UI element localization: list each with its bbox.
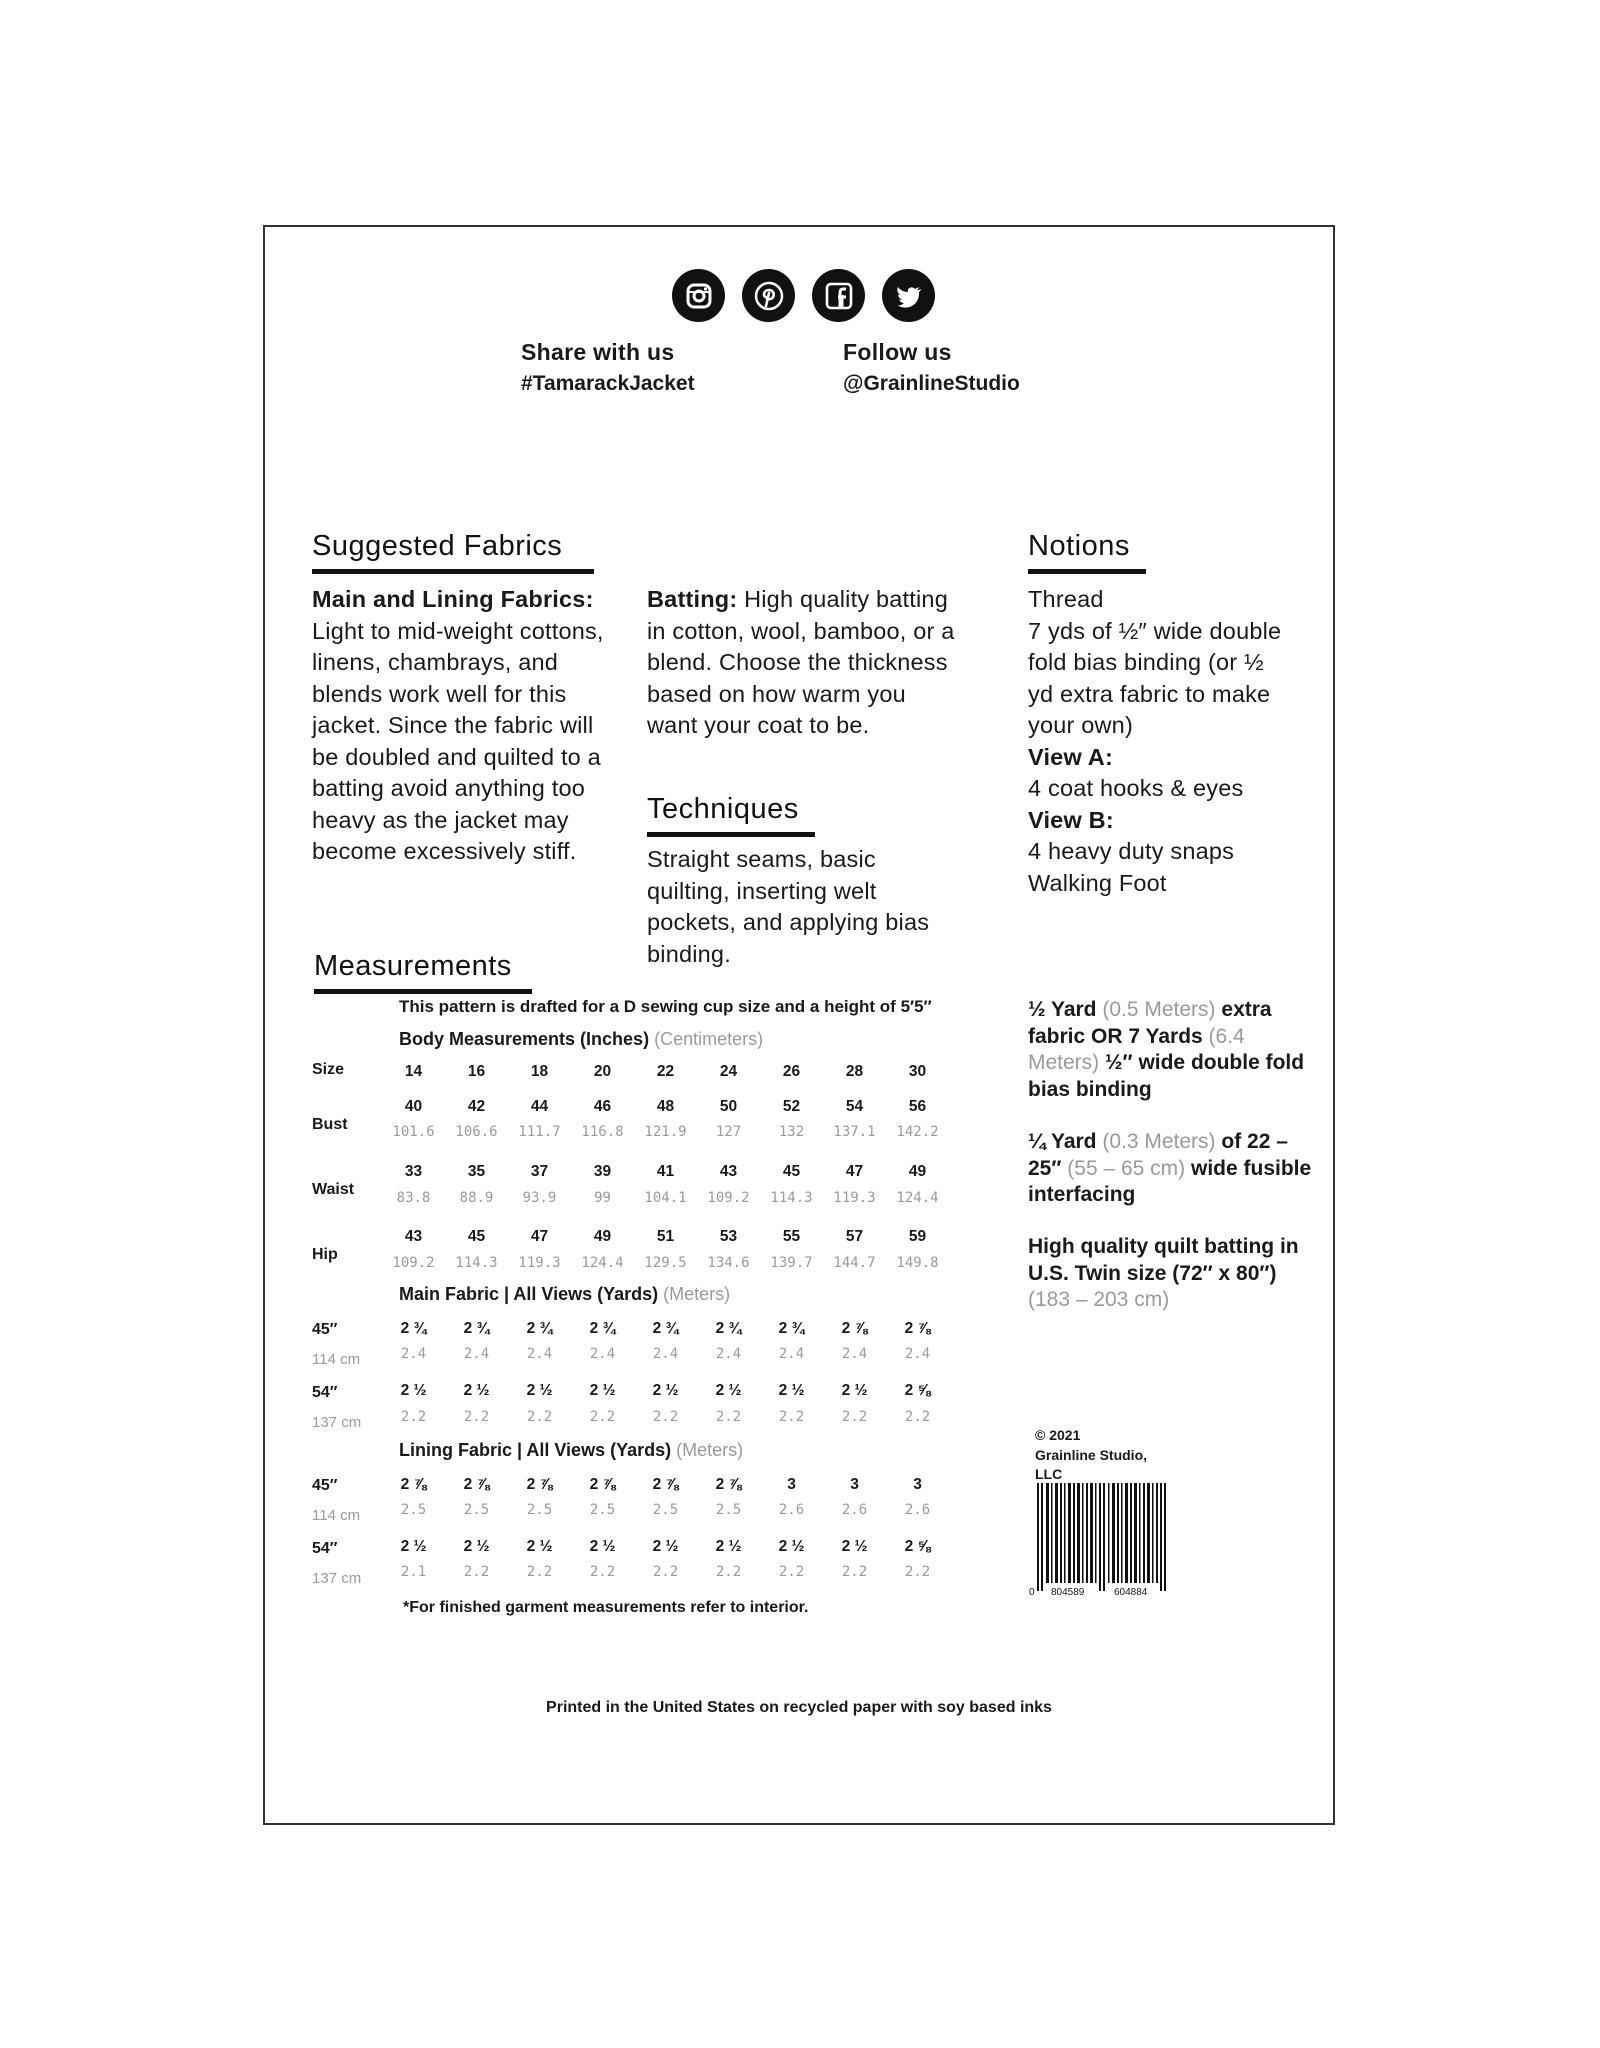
bust-label: Bust bbox=[312, 1116, 348, 1133]
barcode-bars bbox=[1029, 1483, 1179, 1601]
batting-size-cm: (183 – 203 cm) bbox=[1028, 1288, 1170, 1311]
heading-underline bbox=[312, 569, 594, 574]
notion-view-a-label: View A: bbox=[1028, 743, 1113, 770]
table-cell: 46 bbox=[593, 1098, 612, 1115]
binding-yard: ½ Yard bbox=[1028, 998, 1097, 1021]
table-cell: 52 bbox=[782, 1098, 801, 1115]
interfacing-width: of 22 – 25″ bbox=[1028, 1130, 1288, 1180]
table-cell: 2 ½ bbox=[463, 1382, 490, 1399]
table-cell: 2.2 bbox=[589, 1564, 616, 1580]
table-cell: 26 bbox=[782, 1063, 801, 1080]
table-cell: 24 bbox=[719, 1063, 738, 1080]
table-cell: 2 ⅝ bbox=[904, 1538, 931, 1555]
table-cell: 111.7 bbox=[518, 1124, 561, 1140]
table-cell: 2 ⅞ bbox=[589, 1476, 616, 1493]
table-cell: 51 bbox=[656, 1228, 675, 1245]
share-hashtag: #TamarackJacket bbox=[521, 372, 695, 395]
table-cell: 20 bbox=[593, 1063, 612, 1080]
table-cell: 49 bbox=[908, 1163, 927, 1180]
main-fabric-title bbox=[399, 1284, 730, 1305]
table-cell: 2 ½ bbox=[715, 1538, 742, 1555]
table-cell: 2.2 bbox=[589, 1409, 616, 1425]
interfacing-width-cm: (55 – 65 cm) bbox=[1067, 1156, 1186, 1180]
lining-45-yards-row bbox=[382, 1476, 949, 1494]
techniques-heading: Techniques bbox=[647, 793, 799, 825]
main-lining-fabrics bbox=[312, 584, 622, 868]
table-cell: 2.5 bbox=[526, 1502, 553, 1518]
table-cell: 3 bbox=[850, 1476, 859, 1493]
barcode-mid-digits: 804589 bbox=[1051, 1587, 1085, 1598]
table-cell: 22 bbox=[656, 1063, 675, 1080]
table-cell: 2.4 bbox=[841, 1346, 868, 1362]
table-cell: 47 bbox=[845, 1163, 864, 1180]
main-lining-label: Main and Lining Fabrics: bbox=[312, 586, 594, 612]
table-cell: 119.3 bbox=[833, 1190, 876, 1206]
table-cell: 50 bbox=[719, 1098, 738, 1115]
table-cell: 45 bbox=[782, 1163, 801, 1180]
table-cell: 33 bbox=[404, 1163, 423, 1180]
width-54-in: 54″ bbox=[312, 1540, 338, 1557]
table-cell: 104.1 bbox=[644, 1190, 687, 1206]
table-cell: 137.1 bbox=[833, 1124, 876, 1140]
table-cell: 109.2 bbox=[707, 1190, 750, 1206]
body-title-text: Body Measurements (Inches) bbox=[399, 1029, 650, 1049]
table-cell: 88.9 bbox=[459, 1190, 494, 1206]
copyright-block bbox=[1035, 1426, 1165, 1485]
lining-54-yards-row bbox=[382, 1538, 949, 1556]
width-45-cm: 114 cm bbox=[312, 1351, 361, 1368]
main-45-label bbox=[312, 1321, 360, 1368]
table-cell: 2.6 bbox=[904, 1502, 931, 1518]
heading-underline bbox=[314, 989, 532, 994]
hip-cm-row bbox=[382, 1255, 949, 1271]
table-cell: 2.6 bbox=[841, 1502, 868, 1518]
notions-heading: Notions bbox=[1028, 530, 1130, 562]
table-cell: 2.2 bbox=[715, 1409, 742, 1425]
main-54-label bbox=[312, 1384, 361, 1431]
table-cell: 116.8 bbox=[581, 1124, 624, 1140]
table-cell: 40 bbox=[404, 1098, 423, 1115]
table-cell: 2 ½ bbox=[778, 1382, 805, 1399]
table-cell: 3 bbox=[913, 1476, 922, 1493]
table-cell: 43 bbox=[719, 1163, 738, 1180]
body-measurements-title bbox=[399, 1029, 763, 1050]
notion-view-b-label: View B: bbox=[1028, 806, 1114, 833]
table-cell: 48 bbox=[656, 1098, 675, 1115]
measurements-heading: Measurements bbox=[314, 950, 512, 982]
table-cell: 2 ⅞ bbox=[400, 1476, 427, 1493]
table-cell: 2 ½ bbox=[652, 1382, 679, 1399]
table-cell: 55 bbox=[782, 1228, 801, 1245]
hip-label: Hip bbox=[312, 1246, 338, 1263]
table-cell: 2 ¾ bbox=[526, 1320, 553, 1337]
batting-text: High quality batting in cotton, wool, bamboo, or a blend. Choose the thickness based on how warm you want your coat to be. bbox=[647, 586, 955, 738]
table-cell: 39 bbox=[593, 1163, 612, 1180]
main-45-yards-row bbox=[382, 1320, 949, 1338]
table-cell: 2.4 bbox=[904, 1346, 931, 1362]
table-cell: 45 bbox=[467, 1228, 486, 1245]
table-cell: 2.5 bbox=[652, 1502, 679, 1518]
table-cell: 101.6 bbox=[392, 1124, 435, 1140]
notion-walking-foot: Walking Foot bbox=[1028, 869, 1167, 896]
lining-45-label bbox=[312, 1477, 360, 1524]
table-cell: 2 ¾ bbox=[463, 1320, 490, 1337]
follow-handle: @GrainlineStudio bbox=[843, 372, 1020, 395]
size-label: Size bbox=[312, 1061, 345, 1078]
table-cell: 2 ¾ bbox=[778, 1320, 805, 1337]
notion-view-b: 4 heavy duty snaps bbox=[1028, 838, 1235, 864]
drafted-note: This pattern is drafted for a D sewing cup size and a height of 5′5″ bbox=[399, 997, 932, 1016]
table-cell: 2 ⅝ bbox=[904, 1382, 931, 1399]
size-row bbox=[382, 1063, 949, 1081]
table-cell: 2 ½ bbox=[778, 1538, 805, 1555]
table-cell: 56 bbox=[908, 1098, 927, 1115]
follow-title: Follow us bbox=[843, 339, 952, 365]
table-cell: 114.3 bbox=[770, 1190, 813, 1206]
table-cell: 2 ½ bbox=[526, 1382, 553, 1399]
table-cell: 54 bbox=[845, 1098, 864, 1115]
main-45-meters-row bbox=[382, 1346, 949, 1362]
lining-title-text: Lining Fabric | All Views (Yards) bbox=[399, 1440, 672, 1460]
width-45-cm: 114 cm bbox=[312, 1507, 361, 1524]
table-cell: 28 bbox=[845, 1063, 864, 1080]
binding-alt-meters: (6.4 Meters) bbox=[1028, 1024, 1245, 1074]
follow-block bbox=[843, 339, 1020, 396]
batting-size-text: High quality quilt batting in U.S. Twin size (72″ x 80″) bbox=[1028, 1235, 1299, 1285]
table-cell: 2 ¾ bbox=[715, 1320, 742, 1337]
table-cell: 2 ½ bbox=[652, 1538, 679, 1555]
table-cell: 2.2 bbox=[652, 1564, 679, 1580]
table-cell: 144.7 bbox=[833, 1255, 876, 1271]
table-cell: 2 ½ bbox=[589, 1382, 616, 1399]
table-cell: 2.2 bbox=[904, 1409, 931, 1425]
table-cell: 149.8 bbox=[896, 1255, 939, 1271]
table-cell: 57 bbox=[845, 1228, 864, 1245]
instagram-icon[interactable] bbox=[672, 269, 725, 322]
waist-cm-row bbox=[382, 1190, 949, 1206]
table-cell: 42 bbox=[467, 1098, 486, 1115]
batting-block bbox=[647, 584, 957, 742]
table-cell: 2.2 bbox=[841, 1409, 868, 1425]
table-cell: 114.3 bbox=[455, 1255, 498, 1271]
interfacing-meters: (0.3 Meters) bbox=[1102, 1130, 1216, 1153]
table-cell: 14 bbox=[404, 1063, 423, 1080]
main-lining-text: Light to mid-weight cottons, linens, chambrays, and blends work well for this jacket. Since the fabric will be doubled and quilted to a batting avoid anything too heavy as the jacket may become excessively stiff. bbox=[312, 617, 604, 864]
notion-view-a: 4 coat hooks & eyes bbox=[1028, 775, 1244, 801]
table-cell: 2.5 bbox=[715, 1502, 742, 1518]
table-cell: 47 bbox=[530, 1228, 549, 1245]
table-cell: 109.2 bbox=[392, 1255, 435, 1271]
table-cell: 2.4 bbox=[526, 1346, 553, 1362]
table-cell: 2.2 bbox=[778, 1409, 805, 1425]
table-cell: 2.5 bbox=[589, 1502, 616, 1518]
table-cell: 2.4 bbox=[778, 1346, 805, 1362]
main-54-yards-row bbox=[382, 1382, 949, 1400]
table-cell: 124.4 bbox=[896, 1190, 939, 1206]
interfacing-desc: wide fusible interfacing bbox=[1028, 1156, 1312, 1206]
table-cell: 44 bbox=[530, 1098, 549, 1115]
width-45-in: 45″ bbox=[312, 1321, 338, 1338]
table-cell: 2 ½ bbox=[400, 1382, 427, 1399]
barcode bbox=[1029, 1483, 1179, 1606]
table-cell: 2.2 bbox=[526, 1409, 553, 1425]
table-cell: 2 ½ bbox=[589, 1538, 616, 1555]
table-cell: 37 bbox=[530, 1163, 549, 1180]
table-cell: 2.4 bbox=[715, 1346, 742, 1362]
table-cell: 2.2 bbox=[526, 1564, 553, 1580]
table-cell: 121.9 bbox=[644, 1124, 687, 1140]
table-cell: 2.2 bbox=[904, 1564, 931, 1580]
pattern-back-cover bbox=[263, 225, 1335, 1825]
table-cell: 59 bbox=[908, 1228, 927, 1245]
table-cell: 2 ⅞ bbox=[904, 1320, 931, 1337]
main-54-meters-row bbox=[382, 1409, 949, 1425]
table-cell: 2.4 bbox=[589, 1346, 616, 1362]
bust-cm-row bbox=[382, 1124, 949, 1140]
table-cell: 41 bbox=[656, 1163, 675, 1180]
table-cell: 18 bbox=[530, 1063, 549, 1080]
table-cell: 132 bbox=[778, 1124, 805, 1140]
lining-54-label bbox=[312, 1540, 361, 1587]
table-cell: 2 ¾ bbox=[652, 1320, 679, 1337]
share-block bbox=[521, 339, 695, 396]
table-cell: 3 bbox=[787, 1476, 796, 1493]
table-cell: 2 ⅞ bbox=[463, 1476, 490, 1493]
notions-section bbox=[1028, 530, 1146, 574]
binding-yardage-note bbox=[1028, 997, 1318, 1103]
suggested-fabrics-section bbox=[312, 530, 594, 574]
interfacing-note bbox=[1028, 1129, 1318, 1209]
heading-underline bbox=[647, 832, 815, 837]
table-cell: 35 bbox=[467, 1163, 486, 1180]
table-cell: 16 bbox=[467, 1063, 486, 1080]
table-cell: 2 ¾ bbox=[400, 1320, 427, 1337]
table-cell: 83.8 bbox=[396, 1190, 431, 1206]
table-cell: 2 ⅞ bbox=[715, 1476, 742, 1493]
table-cell: 119.3 bbox=[518, 1255, 561, 1271]
barcode-right-digits: 604884 bbox=[1114, 1587, 1148, 1598]
table-cell: 2.4 bbox=[652, 1346, 679, 1362]
printed-note: Printed in the United States on recycled paper with soy based inks bbox=[546, 1699, 1052, 1716]
table-cell: 129.5 bbox=[644, 1255, 687, 1271]
table-cell: 43 bbox=[404, 1228, 423, 1245]
lining-54-meters-row bbox=[382, 1564, 949, 1580]
table-cell: 2 ½ bbox=[715, 1382, 742, 1399]
table-cell: 49 bbox=[593, 1228, 612, 1245]
notion-thread: Thread bbox=[1028, 586, 1104, 612]
table-cell: 99 bbox=[594, 1190, 611, 1206]
table-cell: 2.2 bbox=[778, 1564, 805, 1580]
table-cell: 93.9 bbox=[522, 1190, 557, 1206]
batting-label: Batting: bbox=[647, 586, 738, 612]
table-cell: 2 ¾ bbox=[589, 1320, 616, 1337]
table-cell: 142.2 bbox=[896, 1124, 939, 1140]
table-cell: 2.2 bbox=[400, 1409, 427, 1425]
table-cell: 2.1 bbox=[400, 1564, 427, 1580]
waist-inches-row bbox=[382, 1163, 949, 1181]
suggested-fabrics-heading: Suggested Fabrics bbox=[312, 530, 563, 562]
table-cell: 2.2 bbox=[463, 1564, 490, 1580]
width-54-cm: 137 cm bbox=[312, 1570, 362, 1587]
finished-garment-footnote: *For finished garment measurements refer to interior. bbox=[403, 1599, 809, 1616]
table-cell: 2 ½ bbox=[841, 1382, 868, 1399]
table-cell: 2.2 bbox=[841, 1564, 868, 1580]
body-title-cm: (Centimeters) bbox=[654, 1029, 764, 1049]
width-54-in: 54″ bbox=[312, 1384, 338, 1401]
techniques-section bbox=[647, 793, 815, 837]
interfacing-yard: ¼ Yard bbox=[1028, 1130, 1097, 1153]
main-fabric-title-text: Main Fabric | All Views (Yards) bbox=[399, 1284, 659, 1304]
table-cell: 2 ⅞ bbox=[841, 1320, 868, 1337]
measurements-section bbox=[314, 950, 532, 994]
table-cell: 2.2 bbox=[463, 1409, 490, 1425]
bust-inches-row bbox=[382, 1098, 949, 1116]
company-name: Grainline Studio, LLC bbox=[1035, 1446, 1148, 1482]
table-cell: 124.4 bbox=[581, 1255, 624, 1271]
lining-fabric-title bbox=[399, 1440, 743, 1461]
table-cell: 30 bbox=[908, 1063, 927, 1080]
binding-meters: (0.5 Meters) bbox=[1102, 998, 1216, 1021]
notion-binding: 7 yds of ½″ wide double fold bias binding (or ½ yd extra fabric to make your own) bbox=[1028, 617, 1282, 738]
table-cell: 2.5 bbox=[400, 1502, 427, 1518]
lining-title-m: (Meters) bbox=[676, 1440, 744, 1460]
facebook-icon[interactable] bbox=[812, 269, 865, 322]
table-cell: 2.5 bbox=[463, 1502, 490, 1518]
table-cell: 2 ⅞ bbox=[652, 1476, 679, 1493]
barcode-left-digit: 0 bbox=[1029, 1587, 1035, 1598]
lining-45-meters-row bbox=[382, 1502, 949, 1518]
twitter-icon[interactable] bbox=[882, 269, 935, 322]
table-cell: 139.7 bbox=[770, 1255, 813, 1271]
batting-size-note bbox=[1028, 1234, 1318, 1314]
notions-list bbox=[1028, 584, 1290, 899]
table-cell: 2.2 bbox=[715, 1564, 742, 1580]
share-title: Share with us bbox=[521, 339, 675, 365]
table-cell: 106.6 bbox=[455, 1124, 498, 1140]
social-icons bbox=[672, 269, 935, 322]
table-cell: 2.4 bbox=[400, 1346, 427, 1362]
width-45-in: 45″ bbox=[312, 1477, 338, 1494]
table-cell: 2 ½ bbox=[526, 1538, 553, 1555]
table-cell: 2 ½ bbox=[841, 1538, 868, 1555]
table-cell: 2.6 bbox=[778, 1502, 805, 1518]
binding-desc: ½″ wide double fold bias binding bbox=[1028, 1051, 1305, 1101]
table-cell: 134.6 bbox=[707, 1255, 750, 1271]
techniques-text: Straight seams, basic quilting, inserting welt pockets, and applying bias binding. bbox=[647, 846, 930, 967]
table-cell: 2 ½ bbox=[463, 1538, 490, 1555]
binding-alt-yards: extra fabric OR 7 Yards bbox=[1028, 998, 1272, 1048]
waist-label: Waist bbox=[312, 1181, 355, 1198]
table-cell: 2 ½ bbox=[400, 1538, 427, 1555]
table-cell: 2.4 bbox=[463, 1346, 490, 1362]
heading-underline bbox=[1028, 569, 1146, 574]
width-54-cm: 137 cm bbox=[312, 1414, 362, 1431]
pinterest-icon[interactable] bbox=[742, 269, 795, 322]
table-cell: 53 bbox=[719, 1228, 738, 1245]
table-cell: 2.2 bbox=[652, 1409, 679, 1425]
table-cell: 127 bbox=[715, 1124, 742, 1140]
table-cell: 2 ⅞ bbox=[526, 1476, 553, 1493]
main-fabric-title-m: (Meters) bbox=[663, 1284, 731, 1304]
hip-inches-row bbox=[382, 1228, 949, 1246]
copyright-year: © 2021 bbox=[1035, 1427, 1081, 1443]
